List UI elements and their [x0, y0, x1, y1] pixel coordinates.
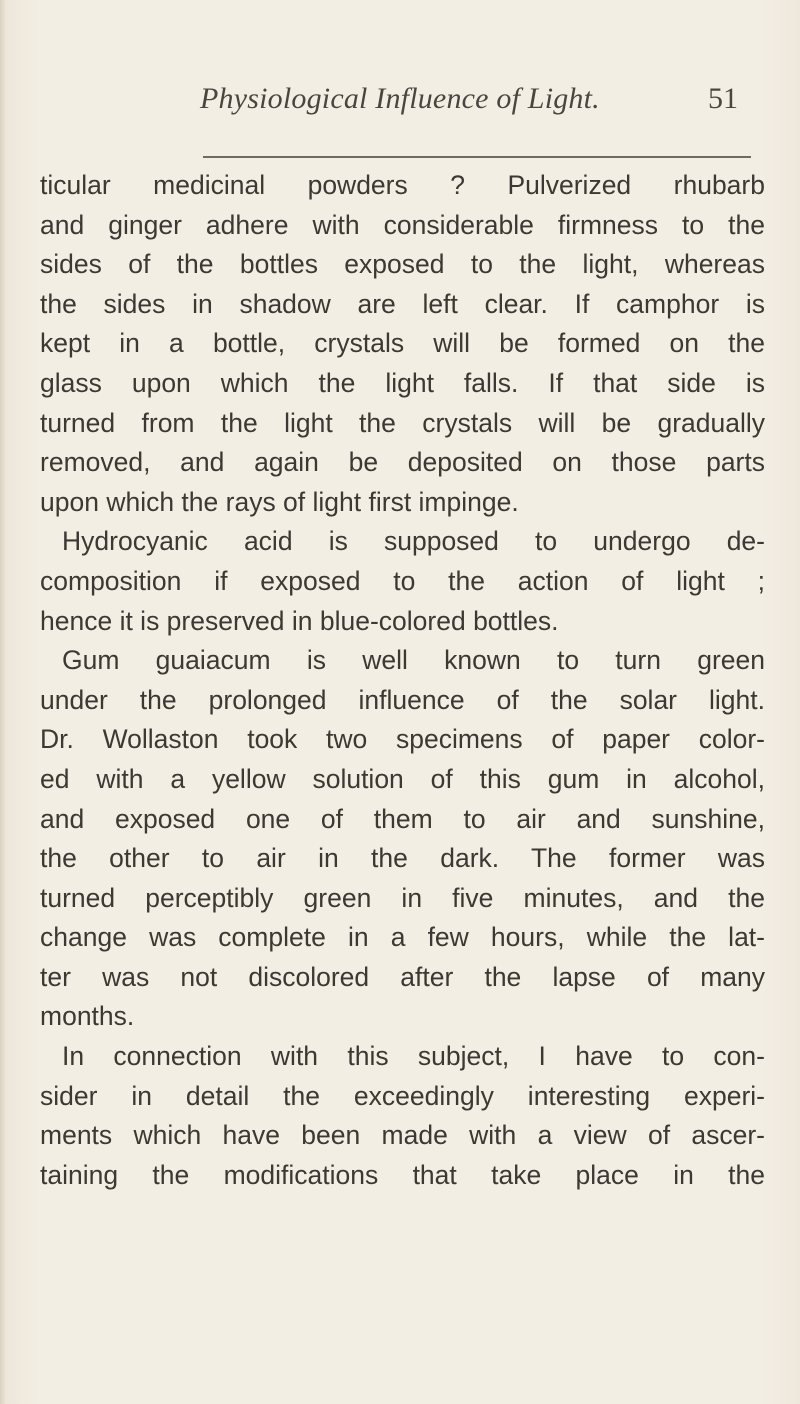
running-header: [0, 68, 800, 118]
text-line: ticular medicinal powders ? Pulverized rhubarb: [40, 170, 765, 200]
text-line: glass upon which the light falls. If that side is: [40, 367, 765, 398]
page-number: 51: [708, 82, 738, 115]
paragraph-start-line: In connection with this subject, I have to con-: [62, 1041, 765, 1072]
text-line: composition if exposed to the action of light ;: [40, 565, 765, 596]
page-gutter-shadow: [0, 0, 6, 1404]
text-line: hence it is preserved in blue-colored bottles.: [40, 605, 559, 636]
text-line: Dr. Wollaston took two specimens of paper color-: [40, 724, 765, 755]
text-line: months.: [40, 1001, 135, 1032]
text-line: under the prolonged influence of the solar light.: [40, 684, 765, 715]
text-line: ments which have been made with a view of ascer-: [40, 1120, 765, 1151]
text-line: the sides in shadow are left clear. If camphor is: [40, 288, 765, 319]
text-line: change was complete in a few hours, while the lat-: [40, 922, 765, 953]
running-title: Physiological Influence of Light.: [200, 82, 600, 115]
header-rule: [203, 156, 751, 158]
text-line: sides of the bottles exposed to the light, whereas: [40, 249, 765, 280]
body-text: [40, 166, 765, 1195]
text-line: turned perceptibly green in five minutes, and the: [40, 882, 765, 913]
text-line: taining the modifications that take place in the: [40, 1159, 765, 1190]
text-line: upon which the rays of light first impinge.: [40, 486, 519, 517]
paragraph-start-line: Gum guaiacum is well known to turn green: [62, 645, 765, 676]
text-line: kept in a bottle, crystals will be formed on the: [40, 328, 765, 359]
text-line: sider in detail the exceedingly interesting experi-: [40, 1080, 765, 1111]
text-line: and exposed one of them to air and sunshine,: [40, 803, 765, 834]
text-line: the other to air in the dark. The former was: [40, 843, 765, 874]
text-line: removed, and again be deposited on those parts: [40, 447, 765, 478]
text-line: ed with a yellow solution of this gum in alcohol,: [40, 763, 765, 794]
text-line: turned from the light the crystals will be gradually: [40, 407, 765, 438]
text-line: ter was not discolored after the lapse of many: [40, 961, 765, 992]
text-line: and ginger adhere with considerable firmness to the: [40, 209, 765, 240]
paragraph-start-line: Hydrocyanic acid is supposed to undergo de-: [62, 526, 765, 557]
